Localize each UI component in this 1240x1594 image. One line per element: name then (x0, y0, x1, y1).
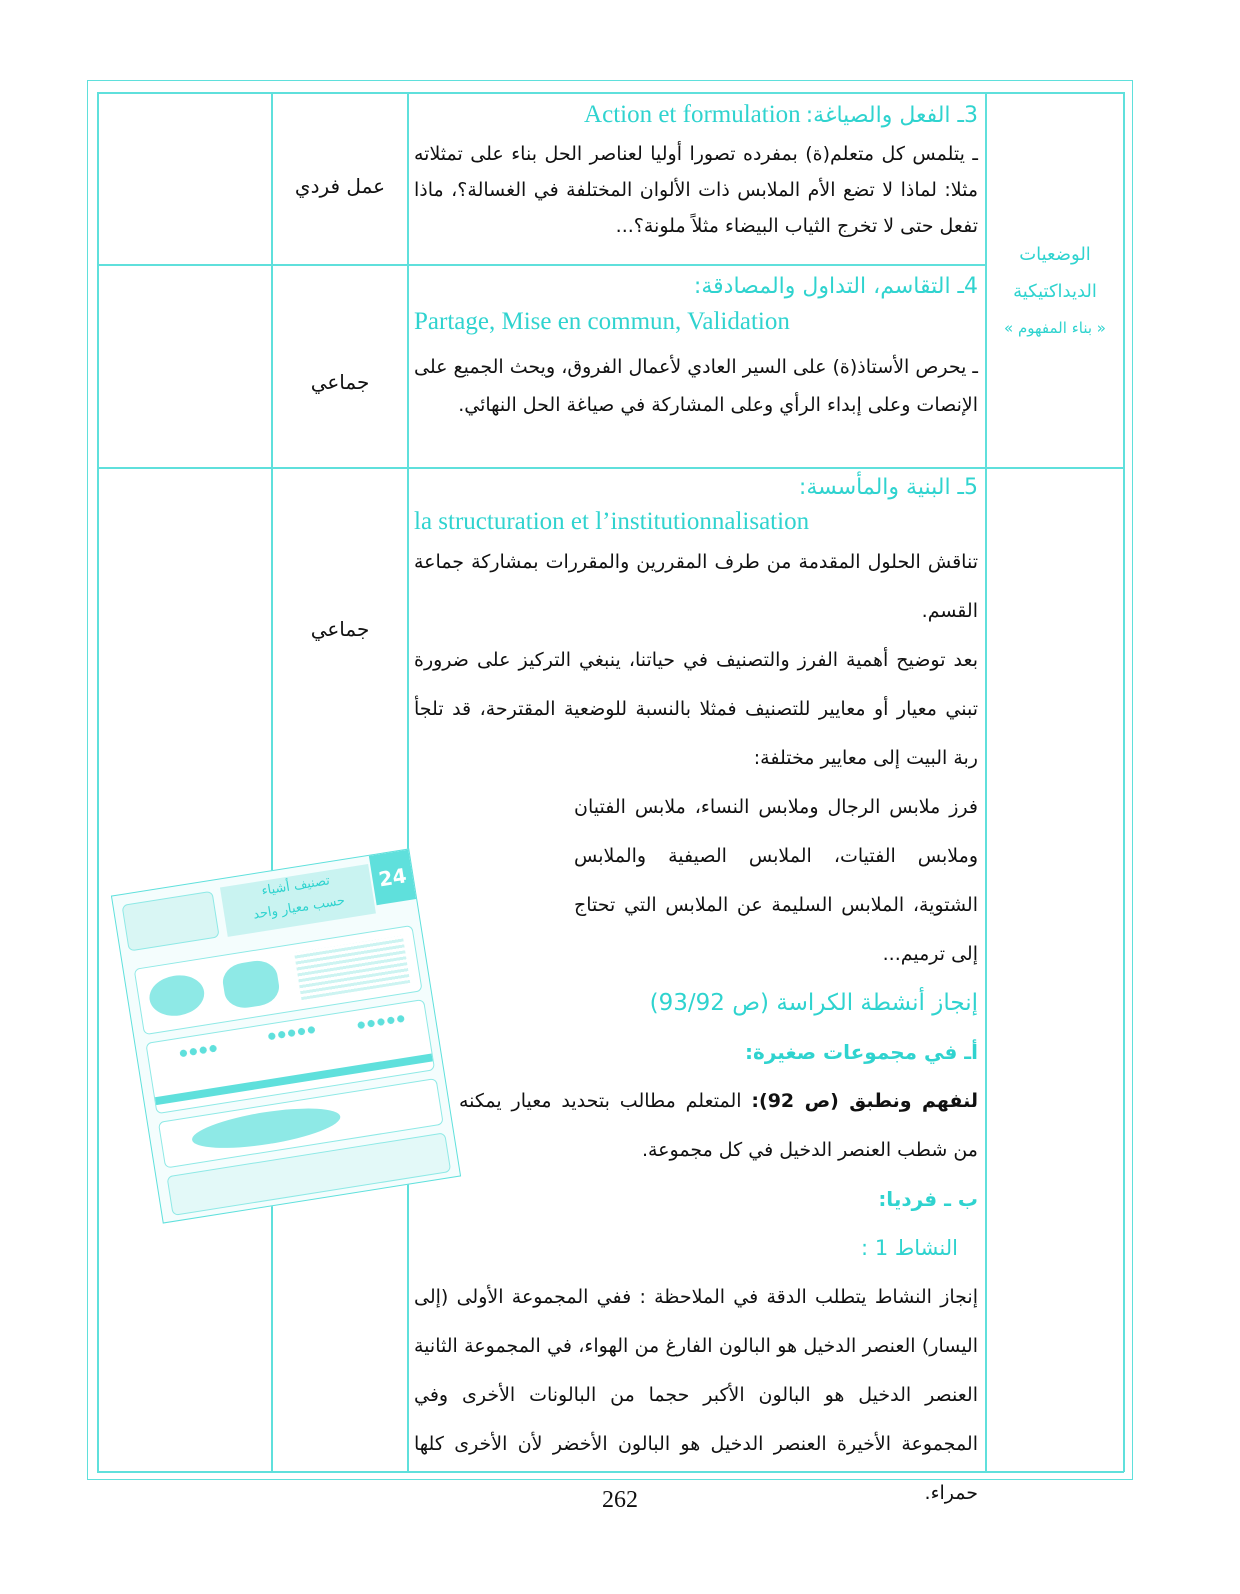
section-label (988, 236, 1122, 347)
understand-label: لنفهم ونطبق (ص 92): (751, 1090, 978, 1112)
group-title: أـ في مجموعات صغيرة: (745, 1040, 978, 1064)
paragraph: إنجاز النشاط يتطلب الدقة في الملاحظة : ففي المجموعة الأولى (إلى اليسار) العنصر الدخيل هو البالون الفارغ من الهواء، في المجموعة الثانية العنصر الدخيل هو البالون الأكبر حجما من البالونات الأخرى وفي المجموعة الأخيرة العنصر الدخيل هو البالون الأخضر لأن الأخرى كلها حمراء. (414, 1286, 978, 1504)
birds-icon (147, 972, 208, 1020)
step-body: ـ يحرص الأستاذ(ة) على السير العادي لأعمال الفروق، ويحث الجميع على الإنصات وعلى إبداء الرأي وعلى المشاركة في صياغة الحل النهائي. (414, 356, 978, 416)
lesson-number: 24 (369, 850, 416, 906)
step-title-ar: 3ـ الفعل والصياغة: (805, 103, 978, 128)
column-divider (985, 92, 987, 1472)
work-mode: جماعي (310, 370, 370, 394)
individual-title: ب ـ فرديا: (878, 1187, 978, 1211)
step-5-cell (414, 470, 978, 1518)
lesson-title-line: تصنيف أشياء (260, 873, 331, 899)
column-divider (271, 92, 273, 1472)
pond-icon (190, 1101, 343, 1156)
grid-icon (294, 936, 410, 1001)
step-title-fr: Action et formulation (584, 101, 801, 128)
table-border-right (1123, 92, 1125, 1472)
row-divider (97, 264, 985, 266)
row-divider (97, 467, 1124, 469)
column-divider (407, 92, 409, 1472)
step-title-fr: Partage, Mise en commun, Validation (414, 308, 790, 335)
step-title-fr: la structuration et l’institutionnalisation (414, 508, 810, 535)
balloon-icon (177, 1041, 219, 1061)
paragraph: فرز ملابس الرجال وملابس النساء، ملابس الفتيان وملابس الفتيات، الملابس الصيفية والملابس الشتوية، الملابس السليمة عن الملابس التي تحتاج إلى ترميم... (574, 796, 978, 965)
animals-icon (220, 958, 281, 1011)
paragraph (414, 1077, 978, 1175)
paragraph: بعد توضيح أهمية الفرز والتصنيف في حياتنا، ينبغي التركيز على ضرورة تبني معيار أو معايير للتصنيف فمثلا بالنسبة للوضعية المقترحة، قد تلجأ ربة البيت إلى معايير مختلفة: (414, 649, 978, 769)
table-border-top (97, 92, 1124, 94)
paragraph: تناقش الحلول المقدمة من طرف المقررين والمقررات بمشاركة جماعة القسم. (414, 551, 978, 622)
workbook-title: إنجاز أنشطة الكراسة (ص 93/92) (649, 990, 978, 1016)
step-body: ـ يتلمس كل متعلم(ة) بمفرده تصورا أوليا لعناصر الحل بناء على تمثلاته مثلا: لماذا لا تضع الأم الملابس ذات الألوان المختلفة في الغسالة؟، ماذا تفعل حتى لا تخرج الثياب البيضاء مثلاً ملونة؟... (414, 143, 978, 237)
objectives-box (122, 891, 220, 952)
understand-body: المتعلم مطالب بتحديد معيار يمكنه من شطب العنصر الدخيل في كل مجموعة. (459, 1090, 978, 1161)
balloon-icon (266, 1022, 318, 1044)
step-3-cell (414, 96, 978, 244)
lesson-title-line: حسب معيار واحد (252, 893, 347, 923)
balloon-icon (355, 1011, 407, 1033)
table-border-left (97, 92, 99, 1472)
page-number: 262 (602, 1487, 638, 1513)
step-title-ar: 4ـ التقاسم، التداول والمصادقة: (693, 274, 978, 299)
step-title-ar: 5ـ البنية والمأسسة: (798, 475, 978, 500)
step-title (414, 96, 978, 136)
work-mode: عمل فردي (294, 174, 386, 198)
section-label-line: الديداكتيكية (1013, 281, 1097, 302)
step-4-cell (414, 268, 978, 424)
section-label-line: « بناء المفهوم » (1004, 319, 1106, 337)
lesson-title (220, 864, 376, 937)
work-mode: جماعي (310, 617, 370, 641)
section-label-line: الوضعيات (1019, 244, 1091, 265)
workbook-page-thumbnail (111, 848, 461, 1223)
activity-title: النشاط 1 : (861, 1236, 958, 1260)
